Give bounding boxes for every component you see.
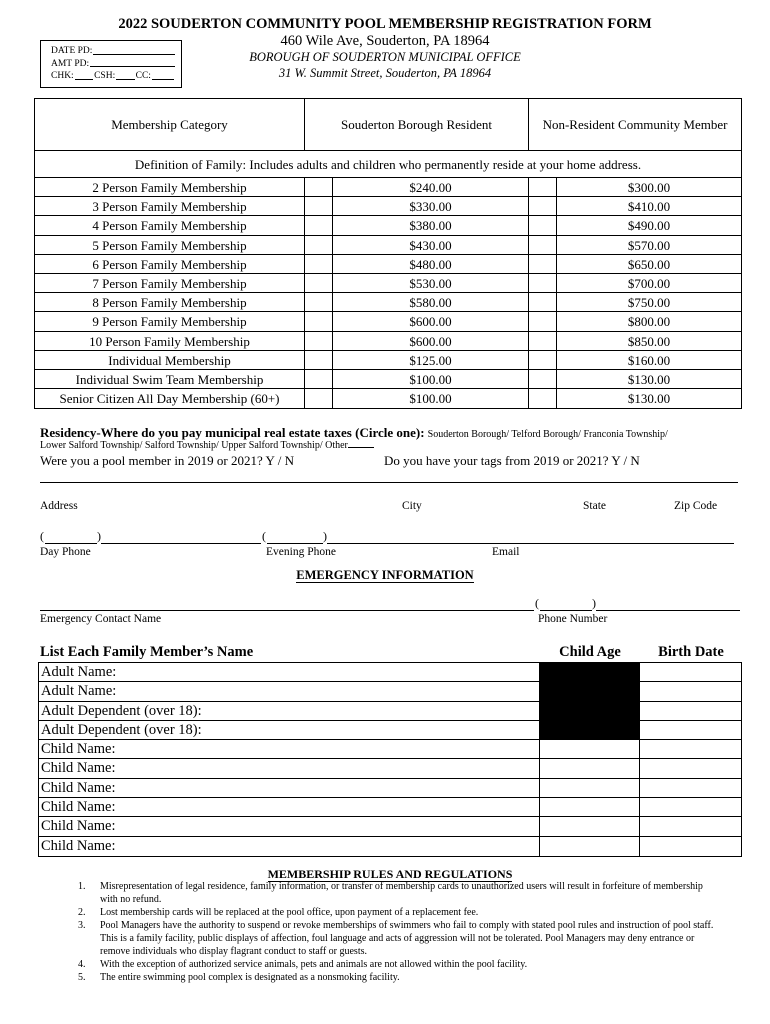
day-phone-close-paren: ) — [97, 529, 101, 543]
resident-select-box[interactable] — [305, 312, 333, 330]
nonresident-price: $570.00 — [627, 237, 671, 253]
resident-price: $580.00 — [333, 293, 529, 311]
fee-row — [35, 236, 741, 255]
fee-row — [35, 312, 741, 331]
birth-date-field[interactable] — [640, 682, 741, 700]
rules-title-text: MEMBERSHIP RULES AND REGULATIONS — [267, 867, 513, 881]
membership-category: Individual Membership — [35, 351, 305, 369]
other-field[interactable] — [348, 447, 374, 448]
nonresident-select-box[interactable] — [529, 389, 557, 408]
child-age-field[interactable] — [540, 779, 640, 797]
nonresident-price: $750.00 — [627, 295, 671, 311]
family-member-row — [39, 837, 741, 856]
birth-date-field[interactable] — [640, 817, 741, 835]
nonresident-select-box[interactable] — [529, 216, 557, 234]
member-name-field[interactable]: Child Name: — [39, 759, 540, 777]
residency-options-1[interactable]: Souderton Borough/ Telford Borough/ Franconia Township/ — [427, 429, 668, 440]
credit-card-label: CC: — [135, 71, 151, 81]
member-name-field[interactable]: Child Name: — [39, 740, 540, 758]
evening-phone-area-line[interactable] — [267, 543, 323, 544]
birth-date-field[interactable] — [640, 759, 741, 777]
family-table-header — [38, 644, 742, 662]
rule-number: 5. — [78, 972, 86, 983]
nonresident-select-box[interactable] — [529, 178, 557, 196]
membership-category: 3 Person Family Membership — [35, 197, 305, 215]
city-label: City — [402, 500, 422, 512]
membership-category: 4 Person Family Membership — [35, 216, 305, 234]
resident-select-box[interactable] — [305, 370, 333, 388]
nonresident-price: $130.00 — [627, 371, 671, 387]
family-member-row — [39, 779, 741, 798]
office-name: BOROUGH OF SOUDERTON MUNICIPAL OFFICE — [249, 50, 521, 64]
family-member-row — [39, 798, 741, 817]
date-paid-label: DATE PD: — [51, 46, 93, 56]
membership-category: 6 Person Family Membership — [35, 255, 305, 273]
rule-number: 3. — [78, 920, 86, 931]
pool-address: 460 Wile Ave, Souderton, PA 18964 — [280, 33, 490, 49]
nonresident-price: $130.00 — [627, 391, 671, 407]
member-name-field[interactable]: Adult Dependent (over 18): — [39, 702, 540, 720]
resident-price: $380.00 — [333, 216, 529, 234]
family-member-row — [39, 759, 741, 778]
fee-row — [35, 293, 741, 312]
resident-select-box[interactable] — [305, 332, 333, 350]
fee-row — [35, 370, 741, 389]
fee-row — [35, 351, 741, 370]
rule-text: Pool Managers have the authority to suspend or revoke memberships of swimmers who fail to comply with stated pool rules and instruction of pool staff. This is a family facility, public displays of affection, foul language and acts of aggression will not be tolerated. Pool Managers may deny entrance or remove individuals who display flagrant conduct to staff or guests. — [100, 920, 714, 957]
rule-text: The entire swimming pool complex is designated as a nonsmoking facility. — [100, 972, 400, 983]
emergency-phone-close-paren: ) — [592, 596, 596, 610]
evening-phone-email-line[interactable] — [327, 543, 734, 544]
resident-price: $600.00 — [333, 312, 529, 330]
evening-phone-open-paren: ( — [262, 529, 266, 543]
emergency-title — [0, 568, 770, 583]
child-age-field[interactable] — [540, 837, 640, 856]
family-member-row — [39, 682, 741, 701]
rules-list — [78, 880, 718, 984]
membership-category: 8 Person Family Membership — [35, 293, 305, 311]
birth-date-field[interactable] — [640, 663, 741, 681]
family-definition: Definition of Family: Includes adults and children who permanently reside at your home address. — [35, 151, 741, 178]
fee-row — [35, 332, 741, 351]
fee-row — [35, 178, 741, 197]
child-age-blocked — [540, 682, 640, 700]
resident-price: $430.00 — [333, 236, 529, 254]
family-member-row — [39, 702, 741, 721]
address-line[interactable] — [40, 482, 738, 483]
office-use-box — [40, 40, 182, 88]
zip-label: Zip Code — [674, 500, 718, 512]
resident-price: $480.00 — [333, 255, 529, 273]
resident-select-box[interactable] — [305, 197, 333, 215]
nonresident-select-box[interactable] — [529, 332, 557, 350]
rule-item — [78, 971, 718, 984]
col-nonresident: Non-Resident Community Member — [542, 116, 728, 132]
rule-number: 1. — [78, 881, 86, 892]
nonresident-price: $650.00 — [627, 256, 671, 272]
child-age-blocked — [540, 702, 640, 720]
nonresident-price: $410.00 — [627, 199, 671, 215]
rule-item — [78, 906, 718, 919]
birth-date-field[interactable] — [640, 702, 741, 720]
child-age-blocked — [540, 663, 640, 681]
resident-select-box[interactable] — [305, 178, 333, 196]
child-age-field[interactable] — [540, 740, 640, 758]
residency-options-row — [40, 440, 374, 451]
fee-row — [35, 216, 741, 235]
evening-phone-label: Evening Phone — [266, 546, 336, 558]
membership-category: 7 Person Family Membership — [35, 274, 305, 292]
email-label: Email — [492, 546, 520, 558]
nonresident-select-box[interactable] — [529, 255, 557, 273]
resident-select-box[interactable] — [305, 351, 333, 369]
family-rows — [38, 662, 742, 857]
col-child-age: Child Age — [559, 644, 621, 660]
residency-label: Residency-Where do you pay municipal real estate taxes (Circle one): — [40, 425, 425, 440]
nonresident-price: $490.00 — [627, 218, 671, 234]
nonresident-price: $850.00 — [627, 333, 671, 349]
day-phone-label: Day Phone — [40, 546, 91, 558]
emergency-phone-open-paren: ( — [535, 596, 539, 610]
family-member-row — [39, 721, 741, 740]
nonresident-select-box[interactable] — [529, 197, 557, 215]
nonresident-price: $300.00 — [627, 180, 671, 195]
check-field[interactable] — [75, 70, 93, 80]
member-name-field[interactable]: Adult Dependent (over 18): — [39, 721, 540, 739]
resident-select-box[interactable] — [305, 389, 333, 408]
nonresident-price: $700.00 — [627, 275, 671, 291]
tags-question[interactable]: Do you have your tags from 2019 or 2021? Y / N — [384, 453, 640, 468]
form-title: 2022 SOUDERTON COMMUNITY POOL MEMBERSHIP REGISTRATION FORM — [118, 16, 652, 32]
address-label: Address — [40, 500, 78, 512]
member-name-field[interactable]: Child Name: — [39, 779, 540, 797]
amount-paid-label: AMT PD: — [51, 58, 90, 69]
state-label: State — [583, 500, 606, 512]
evening-phone-close-paren: ) — [323, 529, 327, 543]
nonresident-select-box[interactable] — [529, 351, 557, 369]
resident-price: $125.00 — [333, 351, 529, 369]
family-member-row — [39, 663, 741, 682]
membership-category: 10 Person Family Membership — [35, 332, 305, 350]
emergency-area-line[interactable] — [540, 610, 592, 611]
fee-rows — [35, 178, 741, 408]
col-membership-category: Membership Category — [35, 99, 305, 150]
resident-select-box[interactable] — [305, 255, 333, 273]
birth-date-field[interactable] — [640, 721, 741, 739]
cash-label: CSH: — [94, 71, 116, 81]
day-phone-open-paren: ( — [40, 529, 44, 543]
rule-item — [78, 919, 718, 958]
nonresident-select-box[interactable] — [529, 293, 557, 311]
member-name-field[interactable]: Child Name: — [39, 817, 540, 835]
col-birth-date: Birth Date — [658, 644, 724, 660]
nonresident-select-box[interactable] — [529, 274, 557, 292]
residency-question — [40, 425, 760, 441]
emergency-phone-label: Phone Number — [538, 613, 608, 625]
membership-category: 5 Person Family Membership — [35, 236, 305, 254]
membership-category: 9 Person Family Membership — [35, 312, 305, 330]
amount-paid-field[interactable] — [90, 58, 175, 68]
resident-select-box[interactable] — [305, 293, 333, 311]
child-age-field[interactable] — [540, 759, 640, 777]
resident-price: $100.00 — [333, 370, 529, 388]
prior-member-question[interactable]: Were you a pool member in 2019 or 2021? Y / N — [40, 453, 294, 468]
membership-category: Senior Citizen All Day Membership (60+) — [35, 389, 305, 408]
member-name-field[interactable]: Child Name: — [39, 837, 540, 856]
fee-table-header — [35, 99, 741, 151]
family-members-table — [38, 644, 742, 857]
rule-text: Lost membership cards will be replaced at the pool office, upon payment of a replacement fee. — [100, 907, 479, 918]
nonresident-select-box[interactable] — [529, 236, 557, 254]
member-name-field[interactable]: Adult Name: — [39, 682, 540, 700]
membership-category: Individual Swim Team Membership — [35, 370, 305, 388]
nonresident-price: $800.00 — [627, 314, 671, 330]
membership-category: 2 Person Family Membership — [35, 178, 305, 196]
member-name-field[interactable]: Adult Name: — [39, 663, 540, 681]
birth-date-field[interactable] — [640, 779, 741, 797]
residency-options-2[interactable]: Lower Salford Township/ Salford Township/ Upper Salford Township/ Other — [40, 440, 348, 451]
membership-fee-table — [34, 98, 742, 409]
emergency-phone-line[interactable] — [596, 610, 740, 611]
resident-select-box[interactable] — [305, 216, 333, 234]
resident-price: $530.00 — [333, 274, 529, 292]
fee-row — [35, 274, 741, 293]
nonresident-select-box[interactable] — [529, 370, 557, 388]
resident-price: $240.00 — [333, 178, 529, 196]
birth-date-field[interactable] — [640, 740, 741, 758]
nonresident-price: $160.00 — [627, 352, 671, 368]
fee-row — [35, 197, 741, 216]
rule-item — [78, 880, 718, 906]
date-paid-field[interactable] — [93, 45, 175, 55]
child-age-field[interactable] — [540, 798, 640, 816]
check-label: CHK: — [51, 71, 74, 81]
rule-number: 4. — [78, 959, 86, 970]
emergency-title-text: EMERGENCY INFORMATION — [296, 568, 474, 582]
day-phone-area-line[interactable] — [45, 543, 97, 544]
birth-date-field[interactable] — [640, 837, 741, 856]
emergency-contact-line[interactable] — [40, 610, 534, 611]
rule-text: With the exception of authorized service animals, pets and animals are not allowed within the pool facility. — [100, 959, 528, 970]
resident-price: $100.00 — [333, 389, 529, 408]
resident-price: $330.00 — [333, 197, 529, 215]
credit-card-field[interactable] — [152, 70, 174, 80]
family-member-row — [39, 740, 741, 759]
child-age-blocked — [540, 721, 640, 739]
member-name-field[interactable]: Child Name: — [39, 798, 540, 816]
rule-text: Misrepresentation of legal residence, family information, or transfer of membership cards to unauthorized users will result in forfeiture of membership with no refund. — [100, 881, 703, 905]
family-title: List Each Family Member’s Name — [40, 644, 254, 660]
col-resident: Souderton Borough Resident — [305, 99, 529, 150]
fee-row — [35, 389, 741, 408]
child-age-field[interactable] — [540, 817, 640, 835]
resident-price: $600.00 — [333, 332, 529, 350]
nonresident-select-box[interactable] — [529, 312, 557, 330]
resident-select-box[interactable] — [305, 274, 333, 292]
cash-field[interactable] — [116, 70, 134, 80]
rule-item — [78, 958, 718, 971]
rule-number: 2. — [78, 907, 86, 918]
emergency-contact-label: Emergency Contact Name — [40, 613, 162, 625]
fee-row — [35, 255, 741, 274]
birth-date-field[interactable] — [640, 798, 741, 816]
family-member-row — [39, 817, 741, 836]
day-phone-line[interactable] — [101, 543, 261, 544]
resident-select-box[interactable] — [305, 236, 333, 254]
office-address: 31 W. Summit Street, Souderton, PA 18964 — [278, 66, 492, 80]
